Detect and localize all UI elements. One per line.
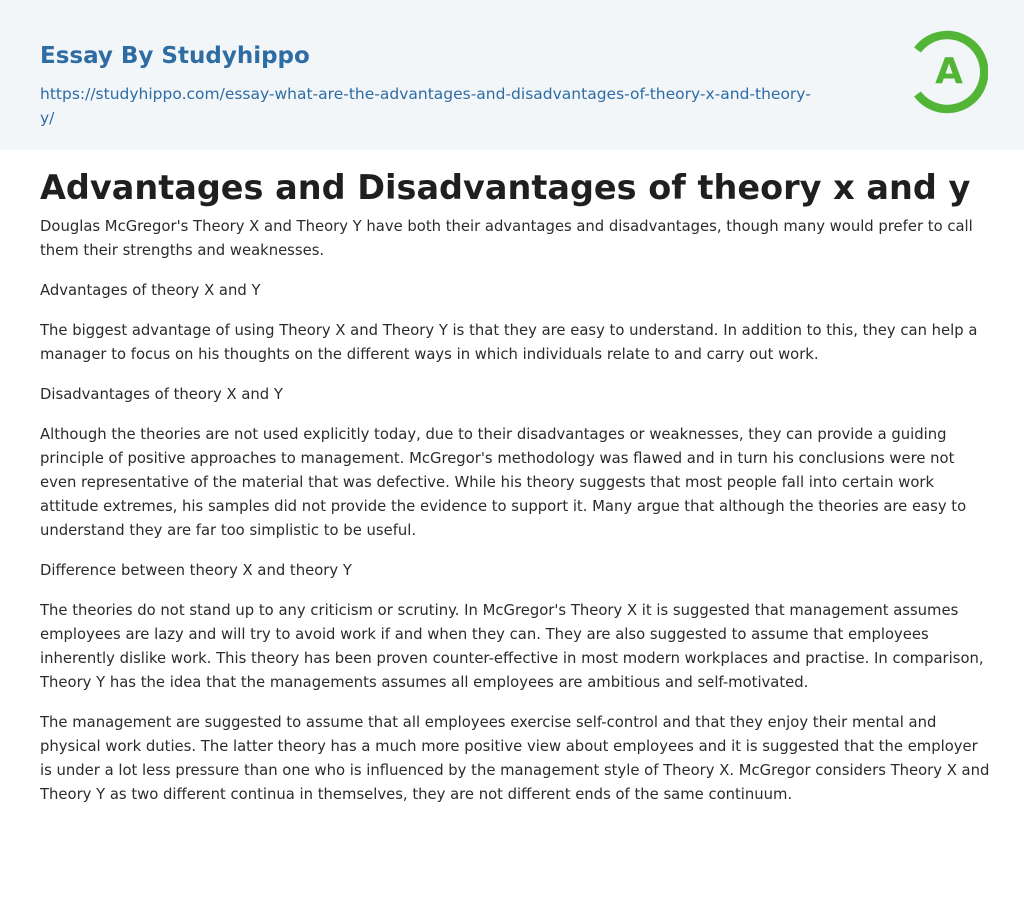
article-body (40, 215, 990, 823)
disadvantages-paragraph: Although the theories are not used explicitly today, due to their disadvantages or weaknesses, they can provide a guiding principle of positive approaches to management. McGregor's methodology was flawed and in turn his conclusions were not even representative of the material that was defective. While his theory suggests that most people fall into certain work attitude extremes, his samples did not provide the evidence to support it. Many argue that although the theories are easy to understand they are far too simplistic to be useful. (40, 426, 967, 539)
section-heading-disadvantages: Disadvantages of theory X and Y (40, 386, 283, 403)
section-heading-advantages: Advantages of theory X and Y (40, 282, 261, 299)
article-title: Advantages and Disadvantages of theory x and y (40, 168, 971, 207)
section-heading-difference: Difference between theory X and theory Y (40, 562, 352, 579)
advantages-paragraph: The biggest advantage of using Theory X and Theory Y is that they are easy to understand. In addition to this, they can help a manager to focus on his thoughts on the different ways in which individuals relate to and carry out work. (40, 322, 978, 363)
intro-paragraph: Douglas McGregor's Theory X and Theory Y have both their advantages and disadvantages, though many would prefer to call them their strengths and weaknesses. (40, 218, 973, 259)
logo-letter: A (935, 51, 963, 92)
difference-paragraph: The theories do not stand up to any criticism or scrutiny. In McGregor's Theory X it is suggested that management assumes employees are lazy and will try to avoid work if and when they can. They are also suggested to assume that employees inherently dislike work. This theory has been proven counter-effective in most modern workplaces and practise. In comparison, Theory Y has the idea that the managements assumes all employees are ambitious and self-motivated. (40, 602, 984, 691)
studyhippo-logo[interactable] (908, 28, 988, 116)
source-url-link[interactable]: https://studyhippo.com/essay-what-are-the-advantages-and-disadvantages-of-theory-x-and-theory-y/ (40, 85, 811, 127)
brand-title[interactable]: Essay By Studyhippo (40, 43, 310, 69)
conclusion-paragraph: The management are suggested to assume that all employees exercise self-control and that they enjoy their mental and physical work duties. The latter theory has a much more positive view about employees and it is suggested that the employer is under a lot less pressure than one who is influenced by the management style of Theory X. McGregor considers Theory X and Theory Y as two different continua in themselves, they are not different ends of the same continuum. (40, 714, 990, 803)
page-header (0, 0, 1024, 150)
